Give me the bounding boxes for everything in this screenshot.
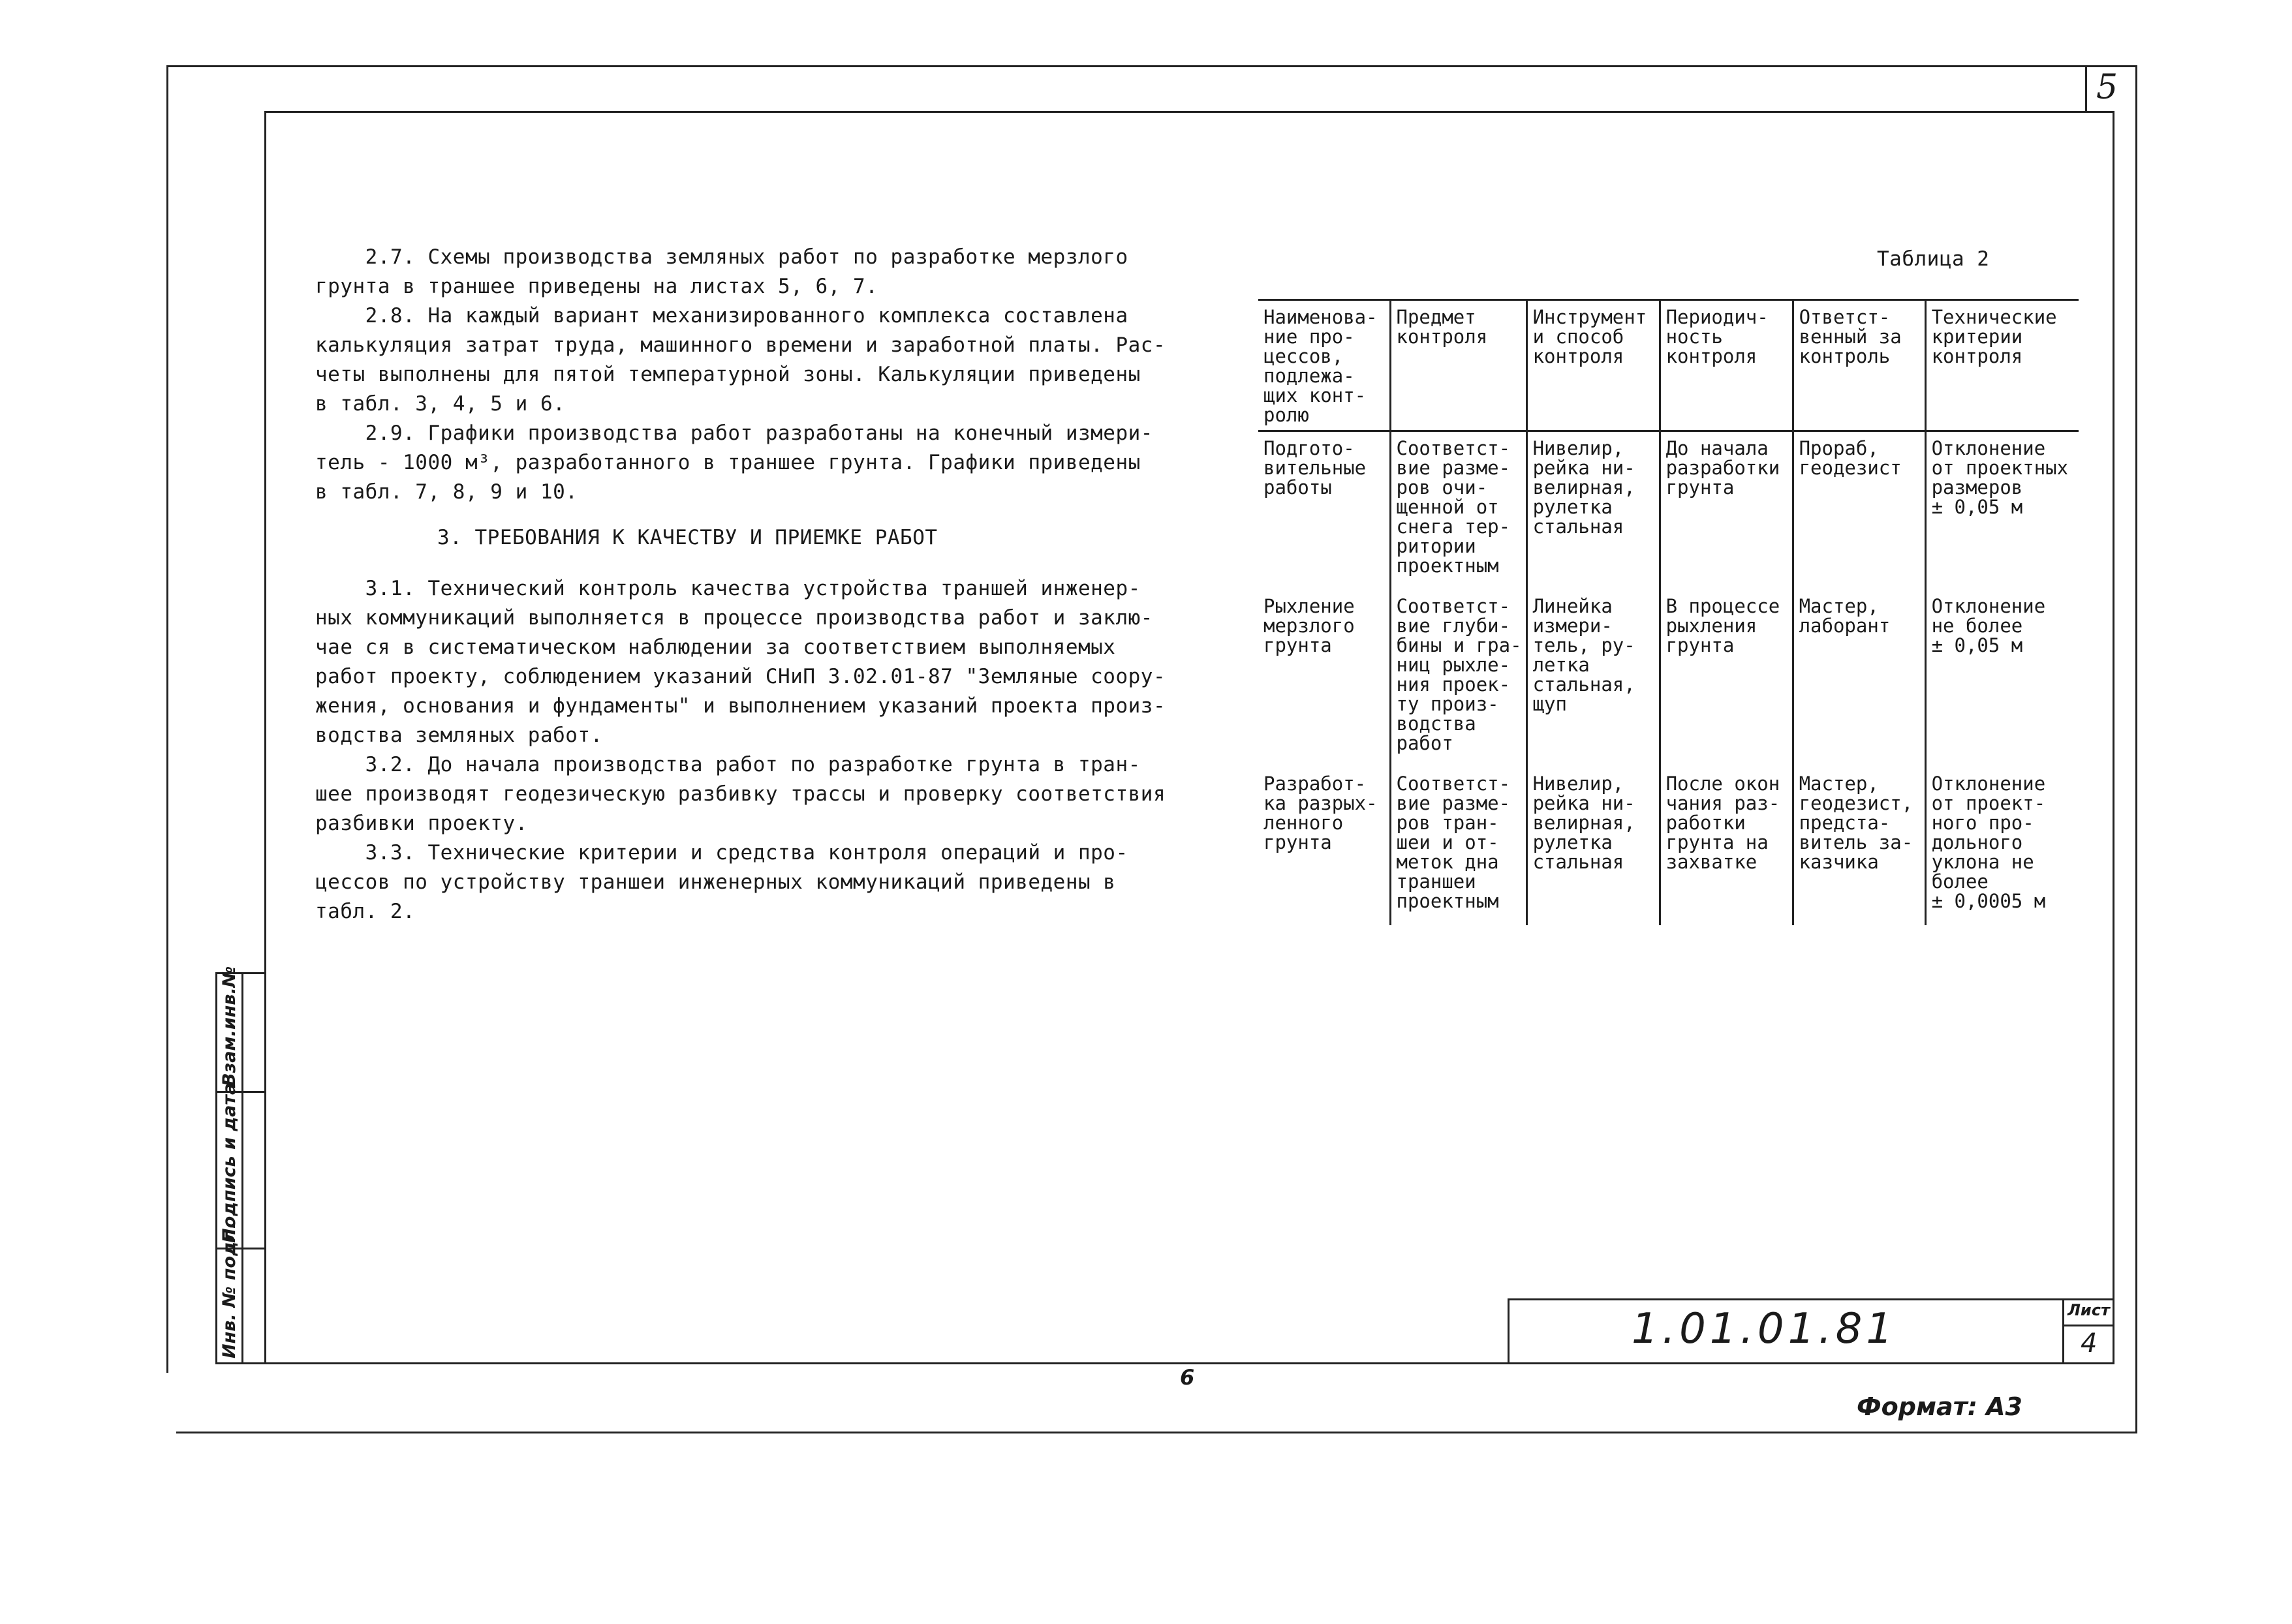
sheet-number: 4 <box>2081 1328 2098 1358</box>
table-row <box>1258 431 2079 590</box>
table-cell: Рыхление мерзлого грунта <box>1263 595 1355 656</box>
table-caption: Таблица 2 <box>1877 247 1990 271</box>
table-cell: Прораб, геодезист <box>1793 431 1925 590</box>
paragraph-line: в табл. 7, 8, 9 и 10. <box>315 480 578 504</box>
table-header-cell: Периодич- ность контроля <box>1660 300 1793 431</box>
table-cell: Мастер, геодезист, предста- витель за- казчика <box>1793 767 1925 925</box>
side-label-inventory: Инв. № подл. <box>219 1222 240 1358</box>
corner-box-left <box>2085 65 2087 111</box>
table-cell: Линейка измери- тель, ру- летка стальная, щуп <box>1526 590 1660 767</box>
paragraph-line: работ проекту, соблюдением указаний СНиП 3.02.01-87 "Земляные соору- <box>315 665 1166 688</box>
section-text-block <box>315 574 1166 927</box>
side-strip-outer <box>215 972 217 1364</box>
table-cell: Отклонение от проектных размеров ± 0,05 м <box>1925 431 2079 590</box>
paragraph-line: чае ся в систематическом наблюдении за соответствием выполняемых <box>315 636 1116 659</box>
bottom-page-number: 6 <box>1180 1365 1195 1390</box>
paragraph-line: жения, основания и фундаменты" и выполнением указаний проекта произ- <box>315 694 1166 718</box>
stamp-sheet-mid <box>2062 1325 2114 1326</box>
table-cell: Отклонение от проект- ного про- дольного уклона не более ± 0,0005 м <box>1925 767 2079 925</box>
table-cell: Мастер, лаборант <box>1793 590 1925 767</box>
table-cell: Разработ- ка разрых- ленного грунта <box>1263 773 1378 853</box>
stamp-sheet-divider <box>2062 1298 2064 1364</box>
inner-frame-bottom <box>215 1362 2114 1364</box>
table-header-cell: Технические критерии контроля <box>1925 300 2079 431</box>
inner-frame-top <box>264 111 2114 113</box>
table-header-cell: Наименова- ние про- цессов, подлежа- щих конт- ролю <box>1258 300 1390 431</box>
table-header-cell: Ответст- венный за контроль <box>1793 300 1925 431</box>
paragraph-line: 3.2. До начала производства работ по разработке грунта в тран- <box>315 753 1141 776</box>
paragraph-line: 3.3. Технические критерии и средства контроля операций и про- <box>315 841 1128 865</box>
paragraph-line: тель - 1000 м³, разработанного в траншее грунта. Графики приведены <box>315 451 1141 474</box>
table-row <box>1258 767 2079 925</box>
table-cell: Нивелир, рейка ни- велирная, рулетка стальная <box>1526 767 1660 925</box>
paragraph-line: ных коммуникаций выполняется в процессе производства работ и заклю- <box>315 606 1153 630</box>
paragraph-line: грунта в траншее приведены на листах 5, 6, 7. <box>315 275 878 298</box>
inner-frame-left <box>264 111 266 1364</box>
table-cell: Подгото- вительные работы <box>1263 437 1367 498</box>
table-header-cell: Инструмент и способ контроля <box>1526 300 1660 431</box>
paragraph-line: 2.7. Схемы производства земляных работ по разработке мерзлого <box>315 245 1128 269</box>
table-cell: После окон чания раз- работки грунта на захватке <box>1660 767 1793 925</box>
paragraph-line: в табл. 3, 4, 5 и 6. <box>315 392 566 416</box>
outer-frame-bottom <box>176 1432 2137 1433</box>
side-label-signature-date: Подпись и дата <box>219 1082 240 1243</box>
section-heading: 3. ТРЕБОВАНИЯ К КАЧЕСТВУ И ПРИЕМКЕ РАБОТ <box>437 526 938 549</box>
inner-frame-right <box>2113 111 2114 1364</box>
control-criteria-table <box>1258 299 2079 925</box>
paragraph-line: табл. 2. <box>315 900 416 923</box>
paragraph-line: 2.9. Графики производства работ разработаны на конечный измери- <box>315 421 1153 445</box>
table-cell: В процессе рыхления грунта <box>1660 590 1793 767</box>
table-cell: До начала разработки грунта <box>1660 431 1793 590</box>
table-header-row <box>1258 300 2079 431</box>
table-header-cell: Предмет контроля <box>1390 300 1526 431</box>
table-cell: Нивелир, рейка ни- велирная, рулетка стальная <box>1526 431 1660 590</box>
table-cell: Соответст- вие глуби- бины и гра- ниц рыхле- ния проек- ту произ- водства работ <box>1390 590 1526 767</box>
outer-frame-left <box>166 65 168 1373</box>
outer-frame-top <box>166 65 2137 67</box>
body-text-block <box>315 243 1166 507</box>
stamp-left <box>1508 1298 1510 1364</box>
table-cell: Отклонение не более ± 0,05 м <box>1925 590 2079 767</box>
format-label: Формат: А3 <box>1857 1392 2022 1421</box>
table-cell: Соответст- вие разме- ров очи- щенной от снега тер- ритории проектным <box>1390 431 1526 590</box>
side-strip-divider <box>241 972 243 1364</box>
side-label-replacement: Взам.инв.№ <box>219 966 240 1086</box>
paragraph-line: цессов по устройству траншеи инженерных коммуникаций приведены в <box>315 870 1116 894</box>
paragraph-line: водства земляных работ. <box>315 724 603 747</box>
table-cell: Соответст- вие разме- ров тран- шеи и от- меток дна траншеи проектным <box>1390 767 1526 925</box>
paragraph-line: 3.1. Технический контроль качества устройства траншей инженер- <box>315 577 1141 600</box>
document-code: 1.01.01.81 <box>1632 1305 1897 1353</box>
paragraph-line: 2.8. На каждый вариант механизированного комплекса составлена <box>315 304 1128 328</box>
paragraph-line: шее производят геодезическую разбивку трассы и проверку соответствия <box>315 782 1166 806</box>
paragraph-line: четы выполнены для пятой температурной зоны. Калькуляции приведены <box>315 363 1141 386</box>
table-row <box>1258 590 2079 767</box>
sheet-label: Лист <box>2067 1301 2110 1319</box>
outer-frame-right <box>2135 65 2137 1432</box>
stamp-top <box>1508 1298 2114 1300</box>
paragraph-line: разбивки проекту. <box>315 812 528 835</box>
paragraph-line: калькуляция затрат труда, машинного времени и заработной платы. Рас- <box>315 333 1166 357</box>
corner-page-number: 5 <box>2096 68 2118 107</box>
